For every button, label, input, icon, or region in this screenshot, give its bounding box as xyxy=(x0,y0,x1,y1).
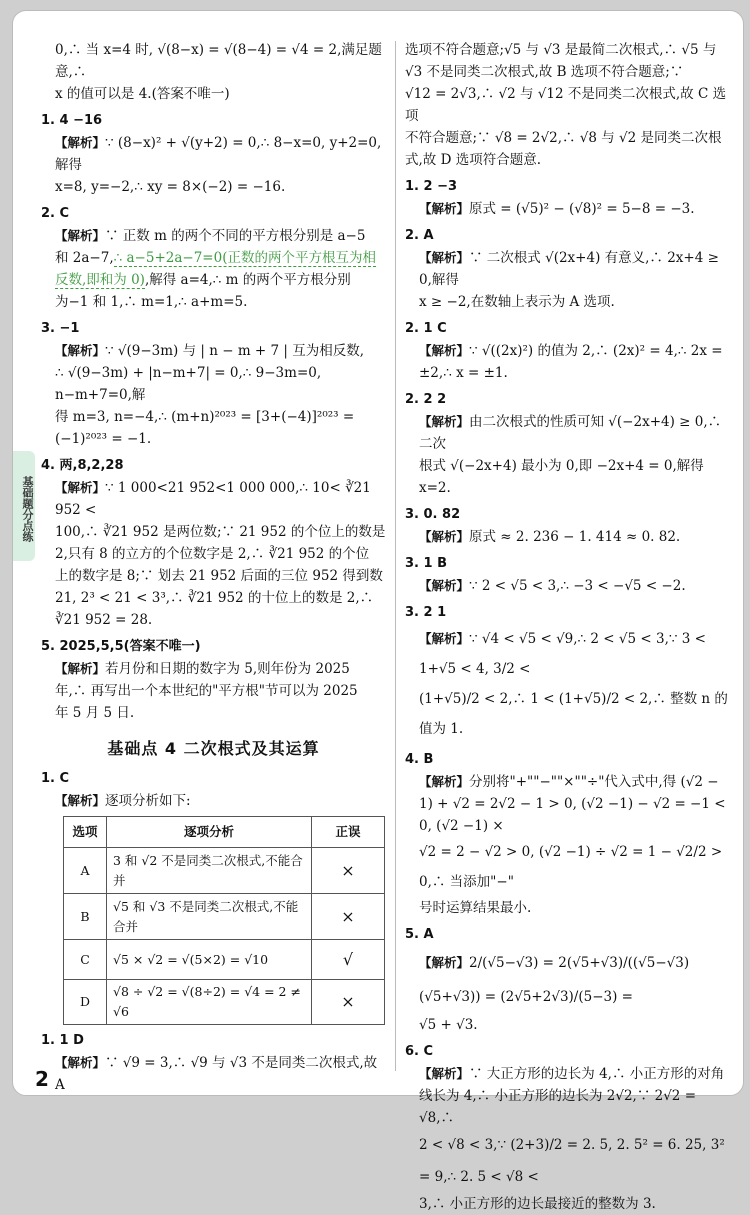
answer-number: 4. 两,8,2,28 xyxy=(41,458,124,473)
solution-line: 选项不符合题意;√5 与 √3 是最简二次根式,∴ √5 与 xyxy=(405,42,717,58)
solution-line: 年,∴ 再写出一个本世纪的"平方根"节可以为 2025 xyxy=(55,683,358,699)
solution-line: 根式 √(−2x+4) 最小为 0,即 −2x+4 = 0,解得 x=2. xyxy=(419,458,704,496)
solution-line: √2 = 2 − √2 > 0, (√2 −1) ÷ √2 = 1 − √2/2 > 0,∴ 当添加"−" xyxy=(419,844,723,890)
answer-number: 2. A xyxy=(405,228,434,243)
analysis-tag: 【解析】 xyxy=(419,529,470,544)
solution-line: 号时运算结果最小. xyxy=(419,900,532,916)
table-cell: × xyxy=(312,894,385,940)
solution-line: 【解析】若月份和日期的数字为 5,则年份为 2025 xyxy=(55,661,350,677)
analysis-tag: 【解析】 xyxy=(55,1055,106,1070)
table-row xyxy=(64,980,385,1025)
table-header: 选项 xyxy=(64,817,107,848)
answer-number: 1. C xyxy=(41,771,70,786)
solution-line: 为−1 和 1,∴ m=1,∴ a+m=5. xyxy=(55,294,248,310)
table-cell: √8 ÷ √2 = √(8÷2) = √4 = 2 ≠ √6 xyxy=(107,980,312,1025)
solution-line: 3,∴ 小正方形的边长最接近的整数为 3. xyxy=(419,1196,656,1212)
analysis-tag: 【解析】 xyxy=(419,955,470,970)
answer-number: 6. C xyxy=(405,1044,434,1059)
page-number: 2 xyxy=(35,1067,49,1091)
solution-line: 2 < √8 < 3,∵ (2+3)/2 = 2. 5, 2. 5² = 6. 25, 3² = 9,∴ 2. 5 < √8 < xyxy=(419,1137,725,1185)
table-row xyxy=(64,940,385,980)
answer-number: 1. 4 −16 xyxy=(41,113,103,128)
analysis-tag: 【解析】 xyxy=(55,228,106,243)
analysis-tag: 【解析】 xyxy=(55,793,106,808)
solution-line: 【解析】∵ 正数 m 的两个不同的平方根分别是 a−5 xyxy=(55,228,366,244)
solution-line: (1+√5)/2 < 2,∴ 1 < (1+√5)/2 < 2,∴ 整数 n 的值为 1. xyxy=(419,691,728,737)
text-line: 0,∴ 当 x=4 时, √(8−x) = √(8−4) = √4 = 2,满足题意,∴ xyxy=(55,42,382,80)
solution-line: 【解析】2/(√5−√3) = 2(√5+√3)/((√5−√3)(√5+√3)) = (2√5+2√3)/(5−3) = xyxy=(419,955,690,1005)
analysis-tag: 【解析】 xyxy=(419,631,470,646)
answer-page xyxy=(12,10,744,1212)
solution-line: √5 + √3. xyxy=(419,1017,478,1033)
right-column xyxy=(405,39,730,1215)
answer-number: 3. 0. 82 xyxy=(405,507,461,522)
table-cell: B xyxy=(64,894,107,940)
solution-line: 【解析】∵ √((2x)²) 的值为 2,∴ (2x)² = 4,∴ 2x = xyxy=(419,343,723,359)
solution-line: ∛21 952 = 28. xyxy=(55,612,153,628)
section-title: 基础点 4 二次根式及其运算 xyxy=(107,739,320,758)
solution-line: 【解析】∵ √9 = 3,∴ √9 与 √3 不是同类二次根式,故 A xyxy=(55,1055,378,1093)
solution-line: 和 2a−7,∴ a−5+2a−7=0(正数的两个平方根互为相 xyxy=(55,250,376,266)
analysis-tag: 【解析】 xyxy=(419,1066,470,1081)
text-line: x 的值可以是 4.(答案不唯一) xyxy=(55,86,230,102)
solution-line: 【解析】∵ 大正方形的边长为 4,∴ 小正方形的对角 xyxy=(419,1066,725,1082)
solution-line: (−1)²⁰²³ = −1. xyxy=(55,431,152,447)
analysis-tag: 【解析】 xyxy=(55,661,106,676)
table-cell: 3 和 √2 不是同类二次根式,不能合并 xyxy=(107,848,312,894)
answer-number: 3. 1 B xyxy=(405,556,447,571)
table-cell: A xyxy=(64,848,107,894)
table-row xyxy=(64,894,385,940)
column-divider xyxy=(395,41,396,1071)
analysis-table xyxy=(63,816,385,1025)
analysis-tag: 【解析】 xyxy=(419,250,470,265)
table-cell: √ xyxy=(312,940,385,980)
analysis-tag: 【解析】 xyxy=(55,343,106,358)
table-cell: × xyxy=(312,980,385,1025)
answer-number: 3. −1 xyxy=(41,321,80,336)
highlight-note: ∴ a−5+2a−7=0(正数的两个平方根互为相 xyxy=(113,250,376,266)
analysis-tag: 【解析】 xyxy=(419,343,470,358)
solution-line: 2,只有 8 的立方的个位数字是 2,∴ ∛21 952 的个位 xyxy=(55,546,370,562)
table-cell: D xyxy=(64,980,107,1025)
analysis-tag: 【解析】 xyxy=(419,578,470,593)
solution-line: 【解析】∵ √(9−3m) 与 | n − m + 7 | 互为相反数, xyxy=(55,343,365,359)
solution-line: 【解析】分别将"+""−""×""÷"代入式中,得 (√2 − xyxy=(419,774,719,790)
solution-line: 【解析】∵ 二次根式 √(2x+4) 有意义,∴ 2x+4 ≥ 0,解得 xyxy=(419,250,719,288)
answer-number: 3. 2 1 xyxy=(405,605,447,620)
answer-number: 1. 1 D xyxy=(41,1033,84,1048)
solution-line: 得 m=3, n=−4,∴ (m+n)²⁰²³ = [3+(−4)]²⁰²³ = xyxy=(55,409,355,425)
table-header: 逐项分析 xyxy=(107,817,312,848)
solution-line: 上的数字是 8;∵ 划去 21 952 后面的三位 952 得到数 xyxy=(55,568,383,584)
analysis-tag: 【解析】 xyxy=(55,135,106,150)
answer-number: 5. 2025,5,5(答案不唯一) xyxy=(41,639,201,654)
solution-line: 【解析】由二次根式的性质可知 √(−2x+4) ≥ 0,∴ 二次 xyxy=(419,414,722,452)
solution-line: 不符合题意;∵ √8 = 2√2,∴ √8 与 √2 是同类二次根 xyxy=(405,130,722,146)
solution-line: 【解析】原式 = (√5)² − (√8)² = 5−8 = −3. xyxy=(419,201,695,217)
answer-number: 5. A xyxy=(405,927,434,942)
solution-line: 【解析】逐项分析如下: xyxy=(55,793,191,809)
answer-number: 4. B xyxy=(405,752,434,767)
table-cell: C xyxy=(64,940,107,980)
solution-line: 100,∴ ∛21 952 是两位数;∵ 21 952 的个位上的数是 xyxy=(55,524,386,540)
solution-line: x=8, y=−2,∴ xy = 8×(−2) = −16. xyxy=(55,179,286,195)
solution-line: 【解析】原式 ≈ 2. 236 − 1. 414 ≈ 0. 82. xyxy=(419,529,681,545)
table-cell: √5 × √2 = √(5×2) = √10 xyxy=(107,940,312,980)
solution-line: x ≥ −2,在数轴上表示为 A 选项. xyxy=(419,294,615,310)
highlight-note: 反数,即和为 0) xyxy=(55,272,145,288)
solution-line: 21, 2³ < 21 < 3³,∴ ∛21 952 的十位上的数是 2,∴ xyxy=(55,590,374,606)
solution-line: 反数,即和为 0),解得 a=4,∴ m 的两个平方根分别 xyxy=(55,272,351,288)
solution-line: 【解析】∵ 1 000<21 952<1 000 000,∴ 10< ∛21 952 < xyxy=(55,480,371,518)
solution-line: ±2,∴ x = ±1. xyxy=(419,365,508,381)
solution-line: √3 不是同类二次根式,故 B 选项不符合题意;∵ xyxy=(405,64,684,80)
analysis-tag: 【解析】 xyxy=(419,201,470,216)
solution-line: 【解析】∵ (8−x)² + √(y+2) = 0,∴ 8−x=0, y+2=0,解得 xyxy=(55,135,382,173)
solution-line: 【解析】∵ 2 < √5 < 3,∴ −3 < −√5 < −2. xyxy=(419,578,686,594)
analysis-tag: 【解析】 xyxy=(55,480,106,495)
solution-line: 【解析】∵ √4 < √5 < √9,∴ 2 < √5 < 3,∵ 3 < 1+√5 < 4, 3/2 < xyxy=(419,631,706,677)
solution-line: 线长为 4,∴ 小正方形的边长为 2√2,∵ 2√2 = √8,∴ xyxy=(419,1088,697,1126)
answer-number: 2. 1 C xyxy=(405,321,447,336)
answer-number: 2. C xyxy=(41,206,70,221)
table-row xyxy=(64,848,385,894)
solution-line: 1) + √2 = 2√2 − 1 > 0, (√2 −1) − √2 = −1 < 0, (√2 −1) × xyxy=(419,796,726,834)
table-cell: × xyxy=(312,848,385,894)
table-cell: √5 和 √3 不是同类二次根式,不能合并 xyxy=(107,894,312,940)
solution-line: 式,故 D 选项符合题意. xyxy=(405,152,541,168)
analysis-tag: 【解析】 xyxy=(419,774,470,789)
answer-number: 2. 2 2 xyxy=(405,392,447,407)
solution-line: √12 = 2√3,∴ √2 与 √12 不是同类二次根式,故 C 选项 xyxy=(405,86,727,124)
analysis-tag: 【解析】 xyxy=(419,414,470,429)
answer-number: 1. 2 −3 xyxy=(405,179,458,194)
left-column xyxy=(41,39,386,1096)
solution-line: ∴ √(9−3m) + |n−m+7| = 0,∴ 9−3m=0, n−m+7=0,解 xyxy=(55,365,322,403)
solution-line: 年 5 月 5 日. xyxy=(55,705,135,721)
side-tab: 基础题分点练 xyxy=(13,451,35,561)
table-header: 正误 xyxy=(312,817,385,848)
